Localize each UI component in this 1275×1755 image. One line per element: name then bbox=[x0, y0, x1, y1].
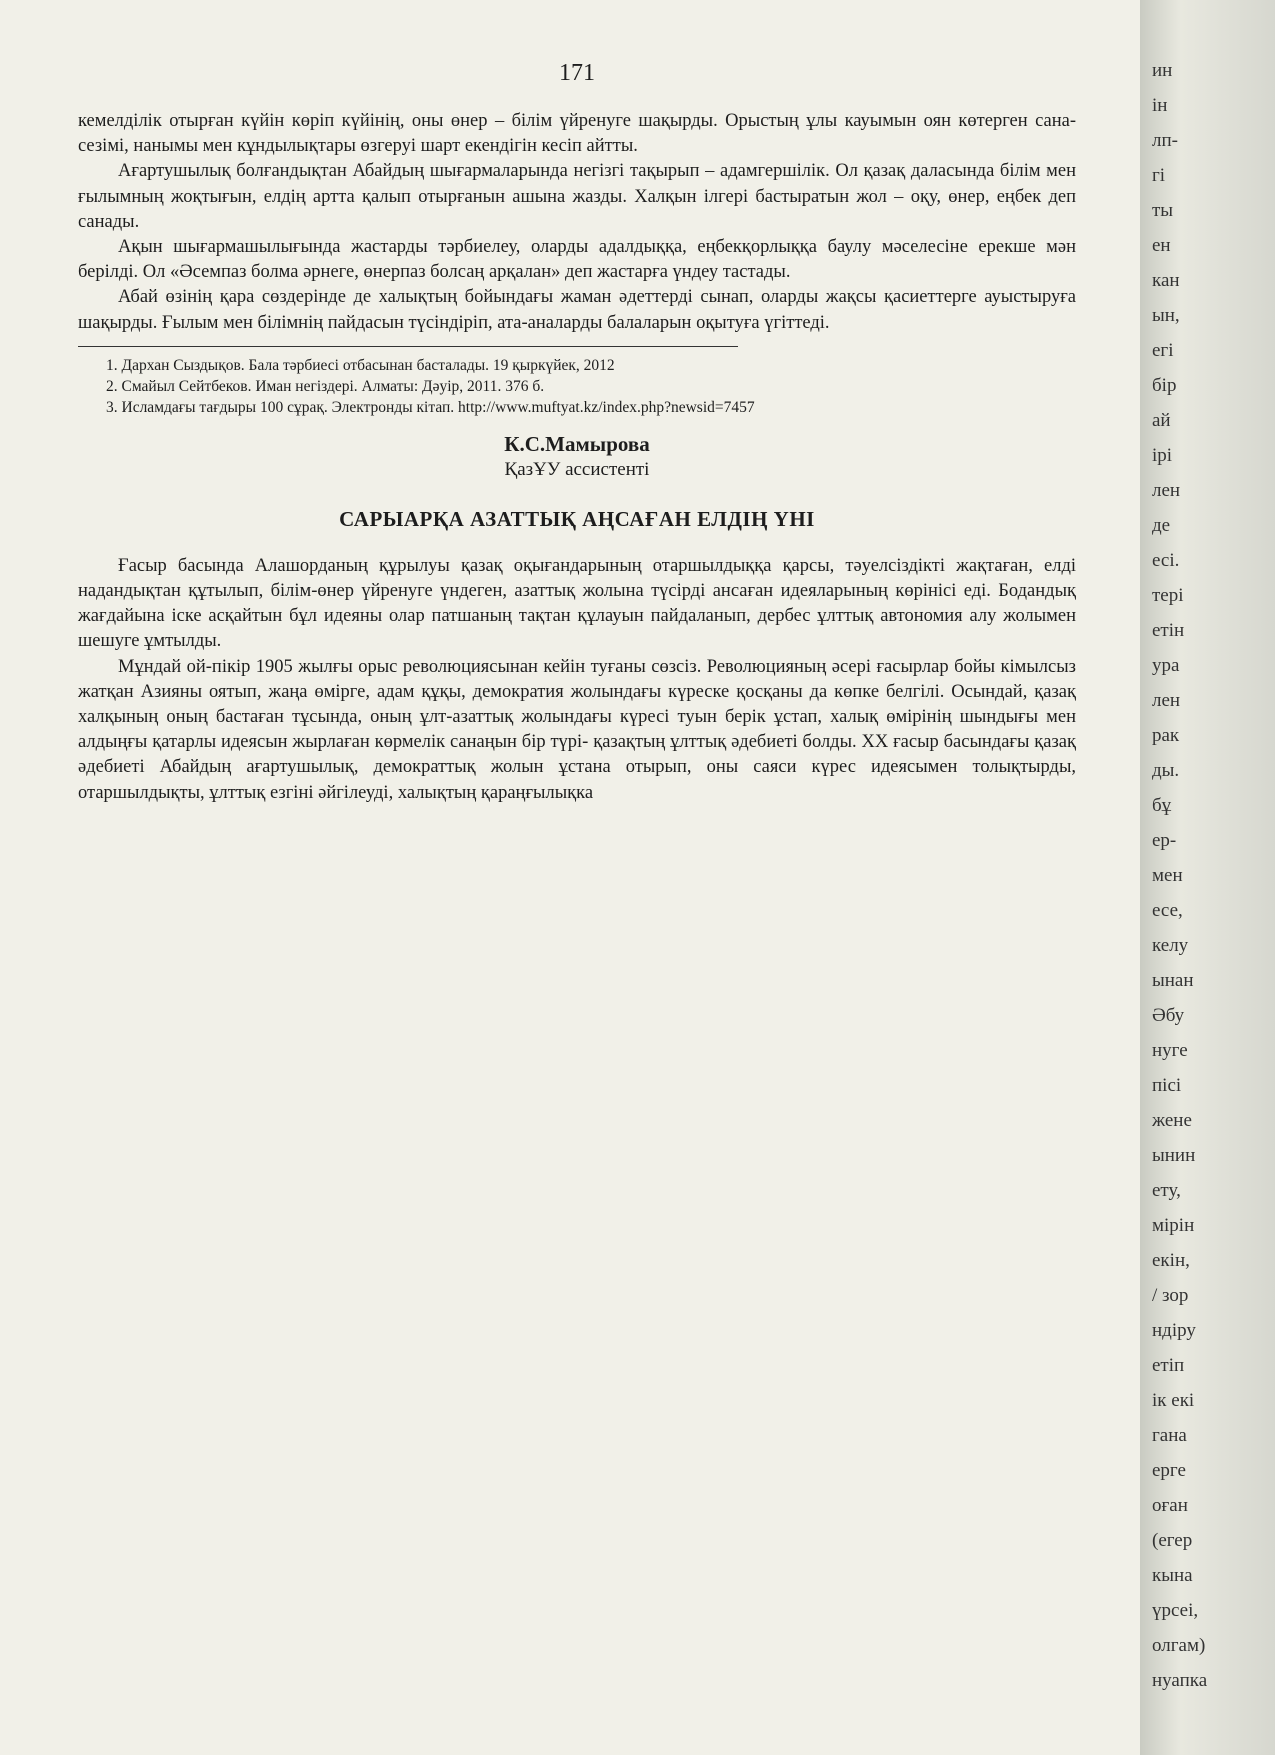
margin-text-fragment: (егер bbox=[1152, 1530, 1193, 1551]
reference-item: 2. Смайыл Сейтбеков. Иман негіздері. Алматы: Дәуір, 2011. 376 б. bbox=[106, 377, 545, 395]
margin-text-fragment: мен bbox=[1152, 865, 1183, 886]
body-paragraph: Ағартушылық болғандықтан Абайдың шығармаларында негізгі тақырып – адамгершілік. Ол қазақ даласында білім мен ғылымның жоқтығын, елдің артта қалып отырғанын ашына жазды. Халқын ілгері бастыратын жол – оқу, өнер, еңбек деп санады. bbox=[78, 161, 1076, 232]
body-paragraph: Ақын шығармашылығында жастарды тәрбиелеу, оларды адалдыққа, еңбекқорлыққа баулу мәселесіне ерекше мән берілді. Ол «Әсемпаз болма әрнеге, өнерпаз болсаң арқалан» деп жастарға үндеу тастады. bbox=[78, 237, 1076, 283]
margin-text-fragment: тері bbox=[1152, 585, 1184, 606]
footnote-divider bbox=[78, 346, 738, 347]
margin-text-fragment: лен bbox=[1152, 690, 1181, 711]
margin-text-fragment: де bbox=[1152, 515, 1171, 536]
margin-text-fragment: ды. bbox=[1152, 760, 1180, 781]
margin-text-fragment: нуге bbox=[1152, 1040, 1188, 1061]
margin-text-fragment: ен bbox=[1152, 235, 1171, 256]
margin-text-fragment: бұ bbox=[1152, 795, 1172, 816]
margin-text-fragment: лп- bbox=[1152, 130, 1178, 151]
author-name: К.С.Мамырова bbox=[504, 431, 650, 456]
margin-text-fragment: мірін bbox=[1152, 1215, 1195, 1236]
body-paragraph: Абай өзінің қара сөздерінде де халықтың бойындағы жаман әдеттерді сынап, оларды жақсы қасиеттерге ауыстыруға шақырды. Ғылым мен білімнің пайдасын түсіндіріп, ата-аналарды балаларын оқытуға үгіттеді. bbox=[78, 287, 1076, 333]
margin-text-fragment: нуапка bbox=[1152, 1670, 1208, 1691]
body-paragraph: Мұндай ой-пікір 1905 жылғы орыс революциясынан кейін туғаны сөзсіз. Революцияның әсері ғасырлар бойы кімылсыз жатқан Азияны оятып, жаңа өмірге, адам құқы, демократия жолындағы күреске қосқаны да көпке белгілі. Осындай, қазақ халқының оның бастаған тұсында, оның ұлт-азаттық жолындағы күресі туын берік ұстап, халық өмірінің шындығы мен алдыңғы қатарлы идеясын жырлаған көрмелік санаңын бір түрі- қазақтың ұлттық әдебиеті болды. XX ғасыр басындағы қазақ әдебиеті Абайдың ағартушылық, демократтық жолын ұстана отырып, оны саяси күрес идеясымен толықтырды, отаршылдықты, ұлттық езгіні әйгілеуді, халықтың қараңғылықка bbox=[78, 656, 1076, 803]
margin-text-fragment: ты bbox=[1152, 200, 1174, 221]
margin-text-fragment: кан bbox=[1152, 270, 1180, 291]
author-affiliation: ҚазҰУ ассистенті bbox=[504, 458, 650, 480]
margin-text-fragment: келу bbox=[1152, 935, 1189, 956]
margin-text-fragment: ерге bbox=[1152, 1460, 1186, 1481]
margin-text-fragment: / зор bbox=[1152, 1285, 1189, 1306]
reference-item: 3. Исламдағы тағдыры 100 сұрақ. Электронды кітап. http://www.muftyat.kz/index.php?newsid=7457 bbox=[106, 398, 755, 416]
margin-text-fragment: ірі bbox=[1152, 445, 1173, 466]
margin-text-fragment: етін bbox=[1152, 620, 1185, 641]
margin-text-fragment: ин bbox=[1152, 60, 1173, 81]
margin-text-fragment: егі bbox=[1152, 340, 1174, 361]
margin-text-fragment: ік екі bbox=[1152, 1390, 1195, 1411]
margin-text-fragment: екін, bbox=[1152, 1250, 1190, 1271]
margin-text-fragment: ура bbox=[1152, 655, 1180, 676]
adjacent-page-edge bbox=[1140, 0, 1275, 1755]
margin-text-fragment: ынан bbox=[1152, 970, 1194, 991]
reference-item: 1. Дархан Сыздықов. Бала тәрбиесі отбасынан басталады. 19 қыркүйек, 2012 bbox=[106, 356, 615, 374]
margin-text-fragment: бір bbox=[1152, 375, 1177, 396]
margin-text-fragment: ын, bbox=[1152, 305, 1180, 326]
margin-text-fragment: лен bbox=[1152, 480, 1181, 501]
margin-text-fragment: үрсеі, bbox=[1152, 1600, 1199, 1621]
margin-text-fragment: ынин bbox=[1152, 1145, 1196, 1166]
margin-text-fragment: жене bbox=[1152, 1110, 1192, 1131]
body-paragraph: Ғасыр басында Алашорданың құрылуы қазақ оқығандарының отаршылдыққа қарсы, тәуелсіздікті жақтаған, елді надандықтан құтылып, білім-өнер үйренуге үндеген, азаттық жолына түсірді ансаған идеяларының көрінісі еді. Бодандық жағдайына іске асқайтын бұл идеяны олар патшаның тақтан құлауын пайдаланып, дербес ұлттық автономия алу жолымен шешуге ұмтылды. bbox=[78, 555, 1076, 652]
page-number: 171 bbox=[559, 60, 595, 86]
margin-text-fragment: ай bbox=[1152, 410, 1171, 431]
margin-text-fragment: оған bbox=[1152, 1495, 1188, 1516]
margin-text-fragment: пісі bbox=[1152, 1075, 1182, 1096]
margin-text-fragment: рак bbox=[1152, 725, 1180, 746]
margin-text-fragment: ндіру bbox=[1152, 1320, 1196, 1341]
intro-paragraph: кемелділік отырған күйін көріп күйінің, оны өнер – білім үйренуге шақырды. Орыстың ұлы кауымын оян көтерген сана-сезімі, нанымы мен кұндылықтары өзгеруі шарт екендігін кесіп айтты. bbox=[78, 111, 1076, 157]
margin-text-fragment: олгам) bbox=[1152, 1635, 1206, 1656]
reference-list bbox=[106, 355, 1076, 418]
margin-text-fragment: ету, bbox=[1152, 1180, 1181, 1201]
margin-text-fragment: кына bbox=[1152, 1565, 1193, 1586]
article-title: САРЫАРҚА АЗАТТЫҚ АҢСАҒАН ЕЛДІҢ ҮНІ bbox=[339, 506, 815, 531]
margin-text-fragment: есі. bbox=[1152, 550, 1180, 571]
margin-text-fragment: етіп bbox=[1152, 1355, 1185, 1376]
margin-text-fragment: ер- bbox=[1152, 830, 1177, 851]
margin-text-fragment: гана bbox=[1152, 1425, 1187, 1446]
margin-text-fragment: гі bbox=[1152, 165, 1166, 186]
margin-text-fragment: ін bbox=[1152, 95, 1168, 116]
margin-text-fragment: есе, bbox=[1152, 900, 1183, 921]
margin-text-fragment: Әбу bbox=[1152, 1005, 1185, 1026]
